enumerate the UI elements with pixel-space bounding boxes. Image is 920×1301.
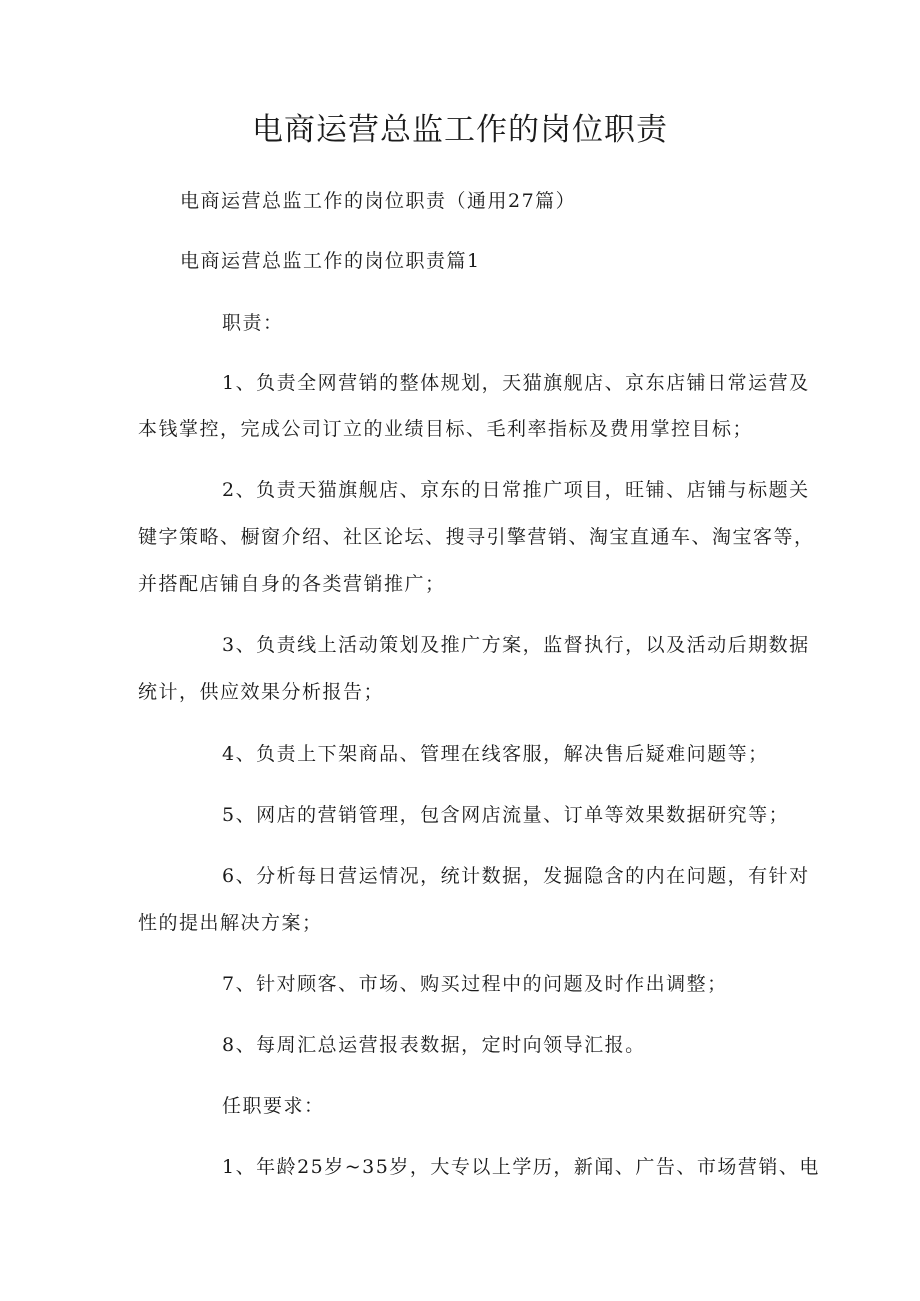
- duty-line: 8、每周汇总运营报表数据，定时向领导汇报。: [222, 1034, 646, 1056]
- duty-line: 4、负责上下架商品、管理在线客服，解决售后疑难问题等；: [222, 743, 769, 765]
- duty-line: 5、网店的营销管理，包含网店流量、订单等效果数据研究等；: [222, 804, 790, 826]
- duty-line: 并搭配店铺自身的各类营销推广；: [138, 573, 446, 595]
- duty-heading: 职责：: [222, 312, 284, 334]
- duty-line: 2、负责天猫旗舰店、京东的日常推广项目，旺铺、店铺与标题关: [222, 479, 810, 501]
- duty-line: 6、分析每日营运情况，统计数据，发掘隐含的内在问题，有针对: [222, 865, 810, 887]
- duty-line: 7、针对顾客、市场、购买过程中的问题及时作出调整；: [222, 973, 728, 995]
- duty-line: 1、负责全网营销的整体规划，天猫旗舰店、京东店铺日常运营及: [222, 372, 810, 394]
- duty-line: 键字策略、橱窗介绍、社区论坛、搜寻引擎营销、淘宝直通车、淘宝客等，: [138, 526, 815, 548]
- requirements-heading: 任职要求：: [222, 1095, 325, 1117]
- document-title: 电商运营总监工作的岗位职责: [252, 112, 668, 148]
- duty-line: 本钱掌控，完成公司订立的业绩目标、毛利率指标及费用掌控目标；: [138, 418, 754, 440]
- duty-line: 性的提出解决方案；: [138, 912, 323, 934]
- duty-line: 3、负责线上活动策划及推广方案，监督执行，以及活动后期数据: [222, 634, 810, 656]
- requirement-line: 1、年龄25岁~35岁，大专以上学历，新闻、广告、市场营销、电: [222, 1156, 820, 1178]
- document-subtitle: 电商运营总监工作的岗位职责（通用27篇）: [180, 190, 577, 212]
- section-heading: 电商运营总监工作的岗位职责篇1: [180, 250, 481, 272]
- duty-line: 统计，供应效果分析报告；: [138, 681, 385, 703]
